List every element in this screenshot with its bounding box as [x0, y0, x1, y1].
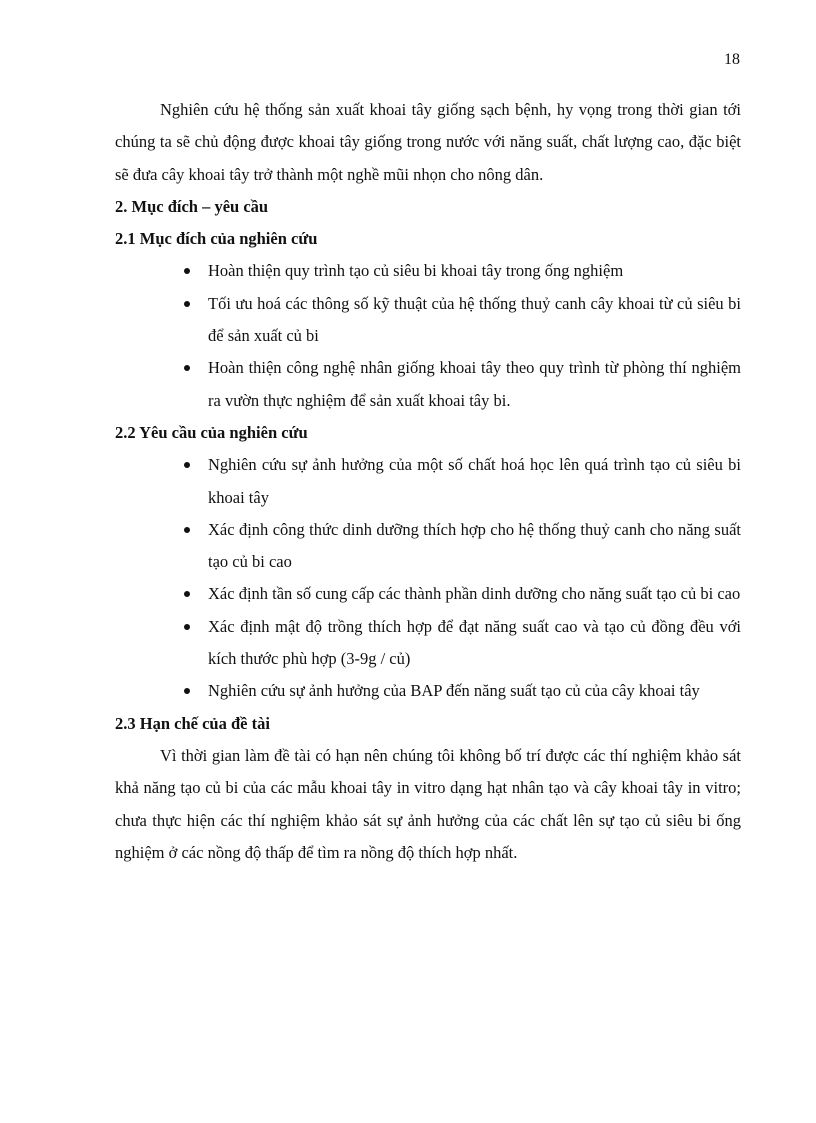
bullet-icon [184, 591, 190, 597]
bullet-icon [184, 462, 190, 468]
page-number: 18 [724, 51, 740, 68]
section-heading-research-requirements: 2.2 Yêu cầu của nghiên cứu [115, 422, 308, 442]
list-item [181, 352, 741, 417]
list-item-text: Xác định mật độ trồng thích hợp để đạt năng suất cao và tạo củ đồng đều với kích thước phù hợp (3-9g / củ) [208, 616, 741, 669]
document-body [115, 94, 741, 869]
bullet-icon [184, 624, 190, 630]
list-item [181, 578, 741, 610]
list-item [181, 288, 741, 353]
list-item [181, 675, 741, 707]
section-heading-limitations: 2.3 Hạn chế của đề tài [115, 713, 270, 733]
list-item-text: Hoàn thiện công nghệ nhân giống khoai tây theo quy trình từ phòng thí nghiệm ra vườn thực nghiệm để sản xuất khoai tây bi. [208, 358, 741, 410]
list-item-text: Tối ưu hoá các thông số kỹ thuật của hệ thống thuỷ canh cây khoai từ củ siêu bi để sản xuất củ bi [208, 293, 741, 346]
bullet-icon [184, 365, 190, 371]
list-item-text: Xác định công thức dinh dưỡng thích hợp cho hệ thống thuỷ canh cho năng suất tạo củ bi cao [208, 519, 741, 572]
list-item [181, 449, 741, 514]
intro-paragraph: Nghiên cứu hệ thống sản xuất khoai tây giống sạch bệnh, hy vọng trong thời gian tới chúng ta sẽ chủ động được khoai tây giống trong nước với năng suất, chất lượng cao, đặc biệt sẽ đưa cây khoai tây trở thành một nghề mũi nhọn cho nông dân. [115, 100, 741, 184]
list-item [181, 255, 741, 287]
list-item-text: Xác định tần số cung cấp các thành phần dinh dưỡng cho năng suất tạo củ bi cao [208, 584, 741, 604]
section-heading-purpose-requirements: 2. Mục đích – yêu cầu [115, 196, 269, 216]
list-item-text: Nghiên cứu sự ảnh hưởng của một số chất hoá học lên quá trình tạo củ siêu bi khoai tây [208, 455, 741, 507]
list-item [181, 514, 741, 579]
bullet-icon [184, 527, 190, 533]
limitations-paragraph: Vì thời gian làm đề tài có hạn nên chúng tôi không bố trí được các thí nghiệm khảo sát khả năng tạo củ bi của các mẫu khoai tây in vitro dạng hạt nhân tạo và cây khoai tây in vitro; chưa thực hiện các thí nghiệm khảo sát sự ảnh hưởng của các chất lên sự tạo củ siêu bi ống nghiệm ở các nồng độ thấp để tìm ra nồng độ thích hợp nhất. [115, 745, 741, 862]
bullet-icon [184, 301, 190, 307]
bullet-icon [184, 688, 190, 694]
list-item-text: Hoàn thiện quy trình tạo củ siêu bi khoai tây trong ống nghiệm [208, 261, 624, 281]
list-item-text: Nghiên cứu sự ảnh hưởng của BAP đến năng suất tạo củ của cây khoai tây [208, 681, 700, 701]
bullet-icon [184, 268, 190, 274]
list-item [181, 611, 741, 676]
research-requirements-list [115, 449, 741, 707]
section-heading-research-purpose: 2.1 Mục đích của nghiên cứu [115, 229, 318, 249]
research-purpose-list [115, 255, 741, 416]
